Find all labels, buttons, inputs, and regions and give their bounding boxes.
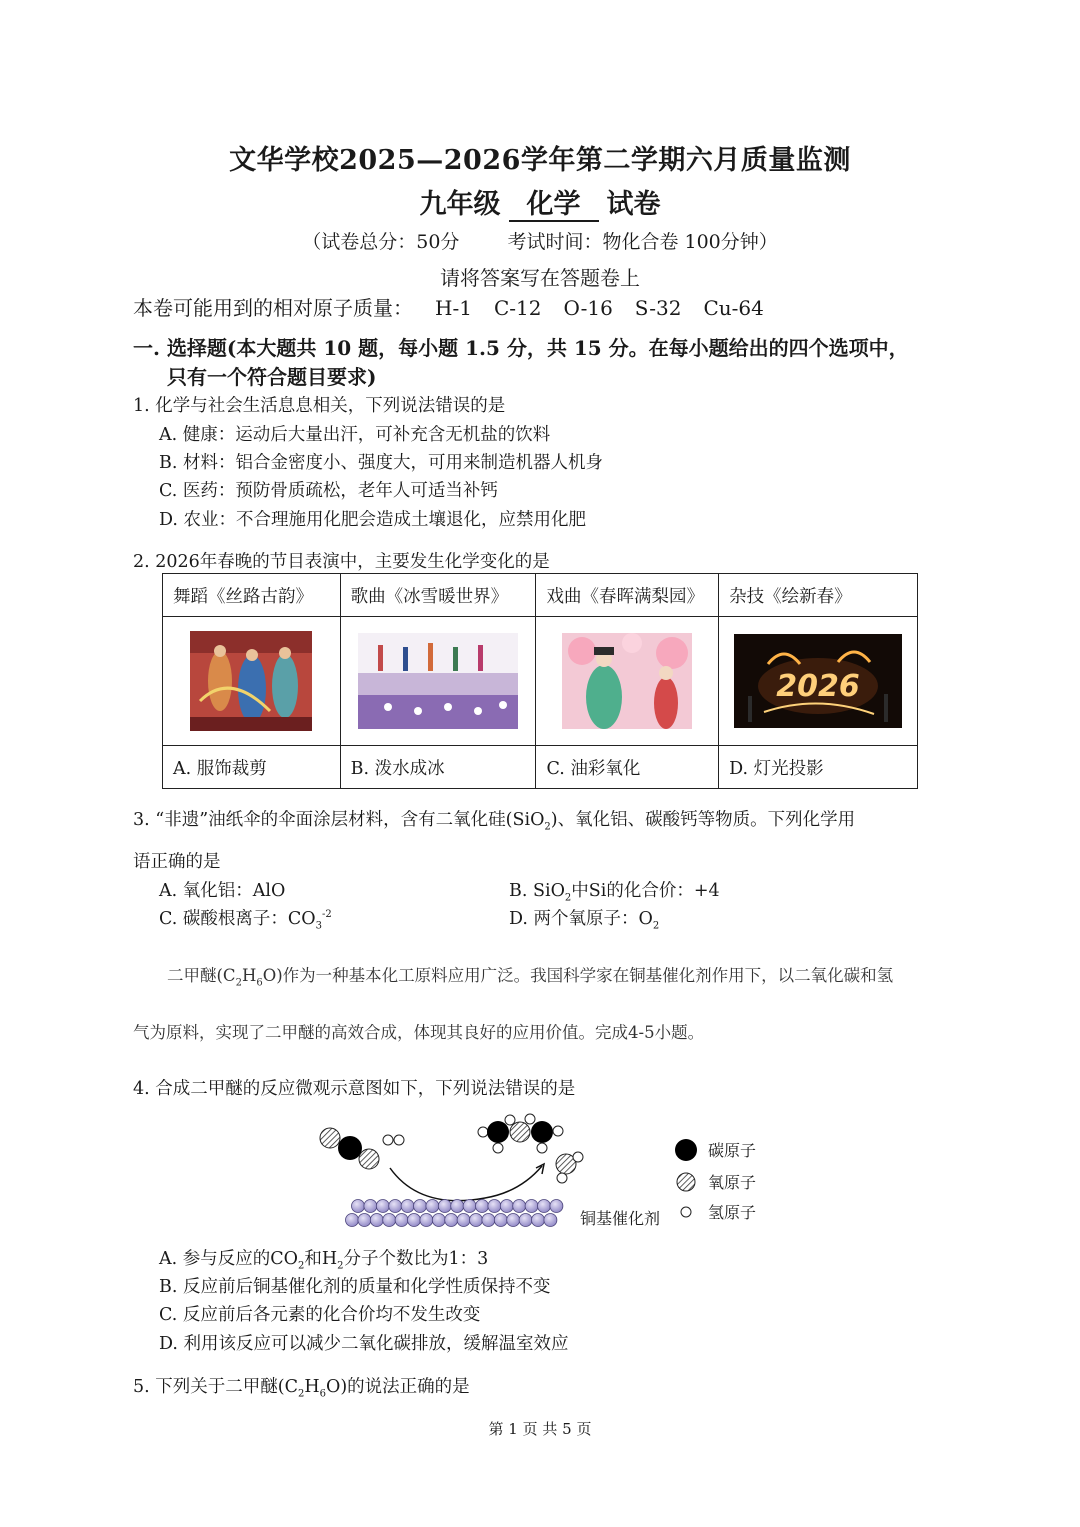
mass-o: O-16 [563,296,613,320]
q3-option-d: D. 两个氧原子：$O_2$ [509,909,660,932]
copper-atom [451,1200,464,1213]
copper-atom [438,1200,451,1213]
mass-s: S-32 [634,296,682,320]
copper-catalyst [346,1200,563,1227]
copper-atom [408,1214,421,1227]
mass-cu: Cu-64 [703,296,764,320]
dance-photo-cell [163,617,341,746]
q4-option-a: A. 参与反应的$CO_2$和$H_2$分子个数比为1：3 [159,1249,489,1272]
section-heading [133,334,963,392]
total-score: （试卷总分：50分 [302,231,460,253]
reaction-diagram [310,1110,780,1235]
copper-atom [352,1200,365,1213]
exam-subtitle [0,182,1080,222]
q2-option-c: C. 油彩氧化 [536,746,719,789]
copper-atom [507,1214,520,1227]
copper-atom [432,1214,445,1227]
page-number: 第 1 页 共 5 页 [488,1420,592,1438]
oxygen-atom-icon [677,1173,695,1191]
q4-stem: 4. 合成二甲醚的反应微观示意图如下，下列说法错误的是 [133,1079,576,1099]
passage-line-2: 气为原料，实现了二甲醚的高效合成，体现其良好的应用价值。完成4-5小题。 [133,1023,705,1042]
mass-label: 本卷可能用到的相对原子质量： [133,296,413,320]
subject: 化学 [509,190,599,222]
singing-photo [358,633,518,729]
copper-atom [414,1200,427,1213]
copper-atom [532,1214,545,1227]
atomic-mass-line [133,292,764,321]
exam-time: 考试时间：物化合卷 100分钟） [507,231,778,253]
answer-note: 请将答案写在答题卷上 [440,266,640,290]
exam-info [0,227,1080,254]
copper-atom [364,1200,377,1213]
q2-option-d: D. 灯光投影 [719,746,918,789]
copper-atom [544,1214,557,1227]
q3-option-a: A. 氧化铝：AlO [159,881,286,901]
paper-label: 试卷 [606,189,661,220]
q1-option-b: B. 材料：铝合金密度小、强度大，可用来制造机器人机身 [159,453,603,473]
q5-stem: 5. 下列关于二甲醚$(C_2H_6O)$的说法正确的是 [133,1377,470,1400]
copper-atom [376,1200,389,1213]
copper-atom [519,1214,532,1227]
q4-option-c: C. 反应前后各元素的化合价均不发生改变 [159,1305,481,1325]
dimethyl-ether-molecule [478,1114,563,1153]
copper-atom [457,1214,470,1227]
catalyst-label: 铜基催化剂 [580,1209,661,1228]
legend-hydrogen: 氢原子 [708,1203,757,1222]
copper-atom [370,1214,383,1227]
q1-option-a: A. 健康：运动后大量出汗，可补充含无机盐的饮料 [159,425,551,445]
copper-atom [500,1200,513,1213]
firework-text: 2026 [776,669,860,704]
q3-stem-line-2: 语正确的是 [133,852,221,872]
carbon-atom-icon [675,1139,697,1161]
copper-atom [420,1214,433,1227]
h2-molecule [383,1135,404,1145]
mass-h: H-1 [435,296,472,320]
section-line-1: 一. 选择题(本大题共 10 题，每小题 1.5 分，共 15 分。在每小题给出的四个选项中， [133,336,909,360]
copper-atom [550,1200,563,1213]
copper-atom [488,1200,501,1213]
reaction-arrow [390,1166,542,1201]
q2-option-a: A. 服饰裁剪 [163,746,341,789]
q3-stem: 3. “非遗”油纸伞的伞面涂层材料，含有二氧化硅(SiO$_2$)、氧化铝、碳酸钙等物质。下列化学用 [133,810,856,833]
copper-atom [470,1214,483,1227]
exam-title: 文华学校2025—2026学年第二学期六月质量监测 [229,145,851,176]
q1-stem: 1. 化学与社会生活息息相关，下列说法错误的是 [133,396,506,416]
copper-atom [513,1200,526,1213]
copper-atom [525,1200,538,1213]
table-header: 戏曲《春晖满梨园》 [536,574,719,617]
opera-photo [562,633,692,729]
q4-option-b: B. 反应前后铜基催化剂的质量和化学性质保持不变 [159,1277,551,1297]
q2-stem: 2. 2026年春晚的节目表演中，主要发生化学变化的是 [133,552,550,572]
copper-atom [482,1214,495,1227]
h2o-molecule [556,1152,583,1183]
copper-atom [358,1214,371,1227]
copper-atom [389,1200,402,1213]
q1-option-d: D. 农业：不合理施用化肥会造成土壤退化，应禁用化肥 [159,510,587,530]
singing-photo-cell [340,617,536,746]
q1-option-c: C. 医药：预防骨质疏松，老年人可适当补钙 [159,481,498,501]
legend [675,1139,756,1222]
table-header: 歌曲《冰雪暖世界》 [340,574,536,617]
copper-atom [476,1200,489,1213]
passage-line-1: 二甲醚$(C_2H_6O)$作为一种基本化工原料应用广泛。我国科学家在铜基催化剂作用下，以二氧化碳和氢 [167,966,894,989]
copper-atom [383,1214,396,1227]
q3-option-b: B. SiO$_2$中Si的化合价：+4 [509,881,720,904]
q2-performance-table [162,573,918,789]
legend-oxygen: 氧原子 [708,1173,757,1192]
copper-atom [426,1200,439,1213]
copper-atom [494,1214,507,1227]
table-header: 舞蹈《丝路古韵》 [163,574,341,617]
q2-option-b: B. 泼水成冰 [340,746,536,789]
copper-atom [463,1200,476,1213]
acrobatics-photo [734,634,902,728]
co2-molecule [320,1128,379,1169]
grade: 九年级 [419,189,501,220]
copper-atom [401,1200,414,1213]
copper-atom [395,1214,408,1227]
copper-atom [445,1214,458,1227]
table-header: 杂技《绘新春》 [719,574,918,617]
q4-option-d: D. 利用该反应可以减少二氧化碳排放，缓解温室效应 [159,1334,569,1354]
copper-atom [346,1214,359,1227]
copper-atom [538,1200,551,1213]
dance-photo [190,631,312,731]
section-line-2: 只有一个符合题目要求) [167,365,377,389]
acrobatics-photo-cell [719,617,918,746]
q3-option-c: C. 碳酸根离子：$CO_3^{-2}$ [159,909,332,932]
opera-photo-cell [536,617,719,746]
hydrogen-atom-icon [681,1207,691,1217]
mass-c: C-12 [493,296,542,320]
legend-carbon: 碳原子 [708,1141,757,1160]
